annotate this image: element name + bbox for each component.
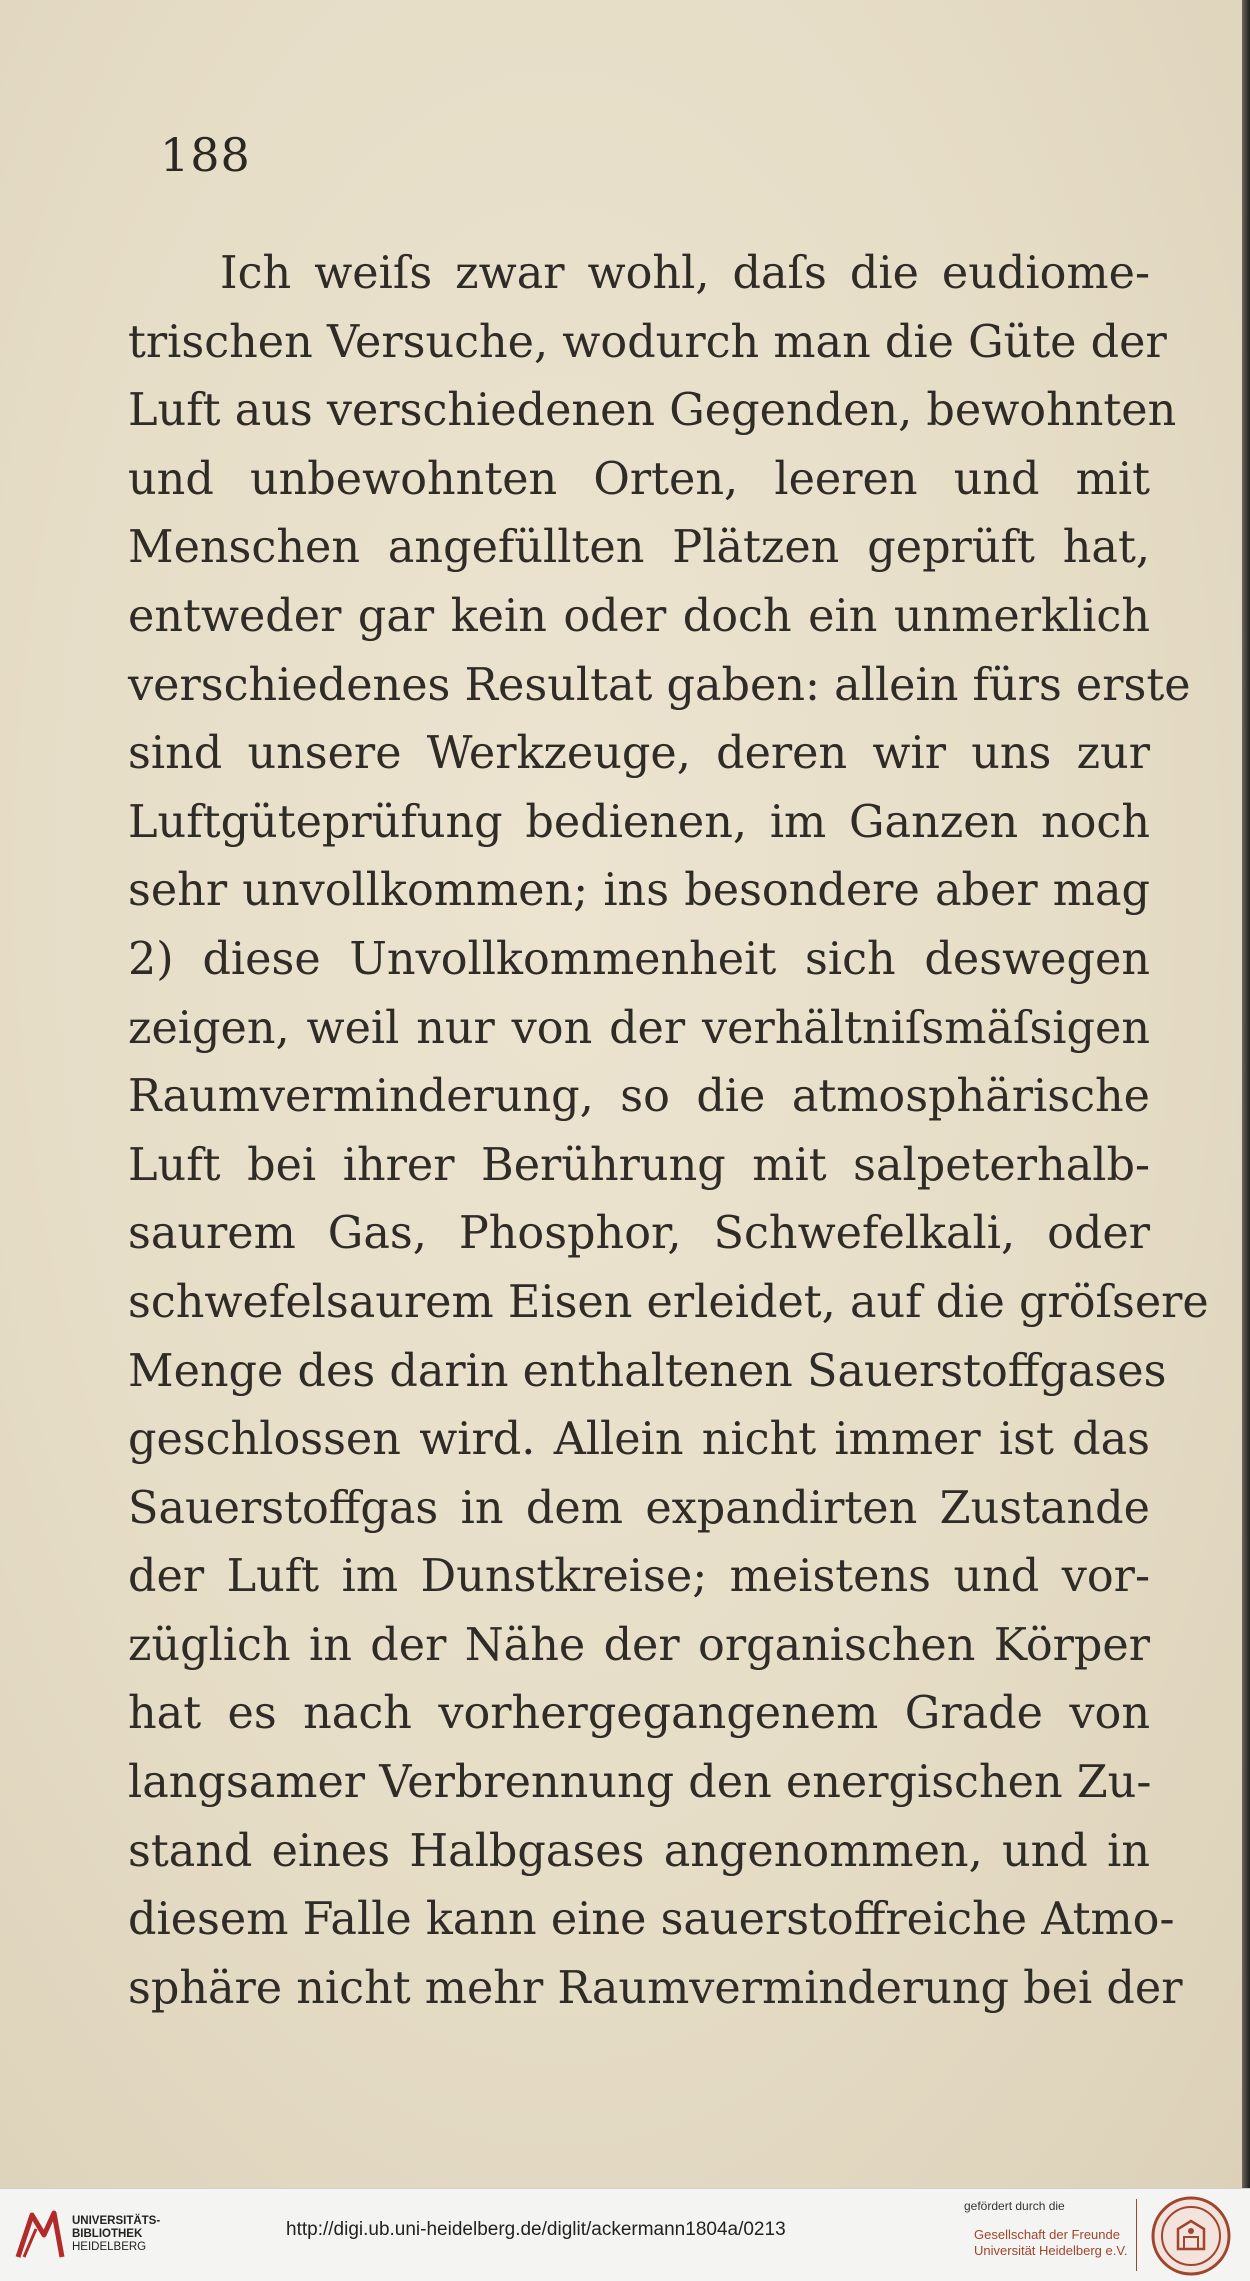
text-line: hat es nach vorhergegangenem Grade von bbox=[128, 1688, 1150, 1740]
society-name bbox=[974, 2227, 1127, 2259]
text-line: saurem Gas, Phosphor, Schwefelkali, oder bbox=[128, 1208, 1150, 1260]
library-name-line: UNIVERSITÄTS- bbox=[72, 2215, 161, 2227]
body-text bbox=[128, 240, 1209, 2023]
text-line: stand eines Halbgases angenommen, und in bbox=[128, 1825, 1150, 1877]
library-name-line: HEIDELBERG bbox=[72, 2241, 147, 2253]
text-line: schwefelsaurem Eisen erleidet, auf die gröſsere bbox=[128, 1276, 1209, 1328]
text-line: trischen Versuche, wodurch man die Güte der bbox=[128, 316, 1167, 368]
text-line: Menschen angefüllten Plätzen geprüft hat, bbox=[128, 522, 1150, 574]
text-line: Ich weiſs zwar wohl, daſs die eudiome- bbox=[220, 248, 1150, 299]
text-line: langsamer Verbrennung den energischen Zu- bbox=[128, 1757, 1152, 1809]
society-name-line: Universität Heidelberg e.V. bbox=[974, 2243, 1128, 2258]
footer-divider bbox=[1136, 2199, 1137, 2271]
text-line: züglich in der Nähe der organischen Körper bbox=[128, 1619, 1150, 1671]
text-line: Luft bei ihrer Berührung mit salpeterhalb- bbox=[128, 1139, 1150, 1191]
university-seal-icon bbox=[1150, 2195, 1232, 2277]
text-line: Menge des darin enthaltenen Sauerstoffgases bbox=[128, 1345, 1167, 1397]
text-line: diesem Falle kann eine sauerstoffreiche Atmo- bbox=[128, 1894, 1175, 1946]
text-line: Luft aus verschiedenen Gegenden, bewohnten bbox=[128, 385, 1177, 437]
viewer-footer bbox=[0, 2188, 1250, 2281]
library-name-line: BIBLIOTHEK bbox=[72, 2228, 143, 2240]
society-name-line: Gesellschaft der Freunde bbox=[974, 2227, 1120, 2242]
text-line: sphäre nicht mehr Raumverminderung bei der bbox=[128, 1962, 1183, 2014]
text-line: Luftgüteprüfung bedienen, im Ganzen noch bbox=[128, 796, 1150, 848]
text-line: entweder gar kein oder doch ein unmerklich bbox=[128, 590, 1150, 642]
text-line: sehr unvollkommen; ins besondere aber mag bbox=[128, 865, 1150, 917]
funded-by-label: gefördert durch die bbox=[964, 2199, 1065, 2213]
text-line: Sauerstoffgas in dem expandirten Zustande bbox=[128, 1482, 1150, 1534]
text-line: der Luft im Dunstkreise; meistens und vor- bbox=[128, 1551, 1150, 1603]
text-line: sind unsere Werkzeuge, deren wir uns zur bbox=[128, 728, 1150, 780]
text-line: Raumverminderung, so die atmosphärische bbox=[128, 1071, 1150, 1123]
text-line: 2) diese Unvollkommenheit sich deswegen bbox=[128, 933, 1150, 985]
text-line: zeigen, weil nur von der verhältniſsmäſsigen bbox=[128, 1002, 1150, 1054]
document-url-link[interactable]: http://digi.ub.uni-heidelberg.de/diglit/ackermann1804a/0213 bbox=[286, 2219, 786, 2240]
text-line: und unbewohnten Orten, leeren und mit bbox=[128, 453, 1150, 505]
library-logo-icon bbox=[14, 2207, 66, 2263]
text-line: verschiedenes Resultat gaben: allein fürs erste bbox=[128, 659, 1191, 711]
text-line: geschlossen wird. Allein nicht immer ist das bbox=[128, 1414, 1150, 1466]
page-edge-shadow bbox=[1242, 0, 1250, 2188]
library-name bbox=[72, 2215, 160, 2254]
page-number: 188 bbox=[160, 128, 251, 182]
